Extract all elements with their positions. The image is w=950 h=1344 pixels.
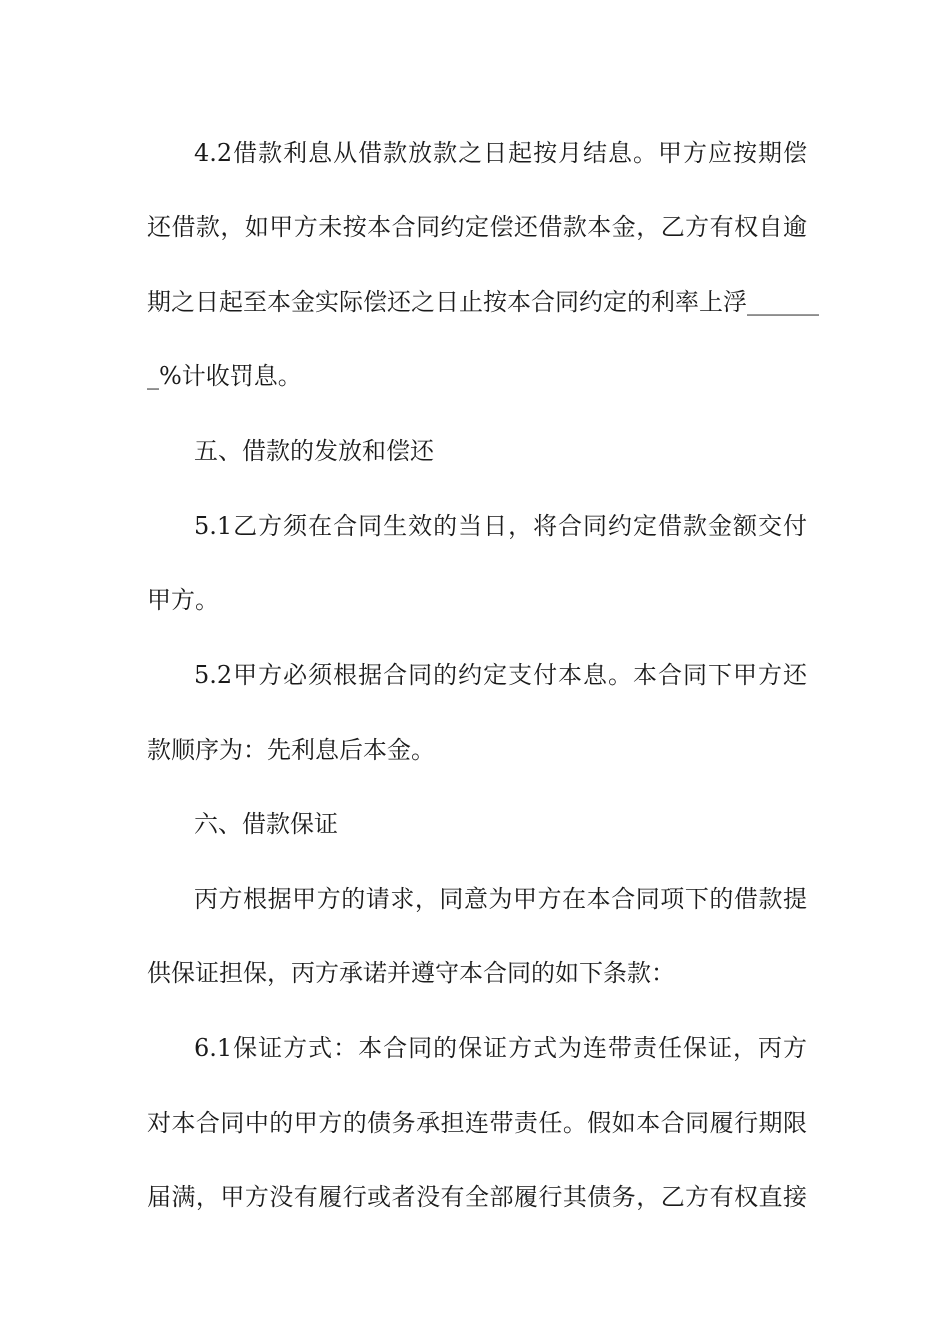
text-line: 5.2甲方必须根据合同的约定支付本息。本合同下甲方还 bbox=[194, 661, 807, 689]
text-line: 6.1保证方式：本合同的保证方式为连带责任保证，丙方 bbox=[194, 1034, 807, 1062]
text-line: 甲方。 bbox=[147, 586, 219, 614]
text-line: 5.1乙方须在合同生效的当日，将合同约定借款金额交付 bbox=[194, 512, 807, 540]
section-heading: 五、借款的发放和偿还 bbox=[194, 437, 434, 465]
text-line: 届满，甲方没有履行或者没有全部履行其债务，乙方有权直接 bbox=[147, 1183, 807, 1211]
text-line: 期之日起至本金实际偿还之日止按本合同约定的利率上浮______ bbox=[147, 288, 819, 316]
text-line: 丙方根据甲方的请求，同意为甲方在本合同项下的借款提 bbox=[194, 885, 807, 913]
text-line: 供保证担保，丙方承诺并遵守本合同的如下条款： bbox=[147, 959, 675, 987]
text-line: 对本合同中的甲方的债务承担连带责任。假如本合同履行期限 bbox=[147, 1109, 807, 1137]
text-line: 4.2借款利息从借款放款之日起按月结息。甲方应按期偿 bbox=[194, 139, 807, 167]
section-heading: 六、借款保证 bbox=[194, 810, 338, 838]
text-line: _%计收罚息。 bbox=[147, 362, 302, 390]
text-line: 还借款，如甲方未按本合同约定偿还借款本金，乙方有权自逾 bbox=[147, 213, 807, 241]
text-line: 款顺序为：先利息后本金。 bbox=[147, 736, 435, 764]
